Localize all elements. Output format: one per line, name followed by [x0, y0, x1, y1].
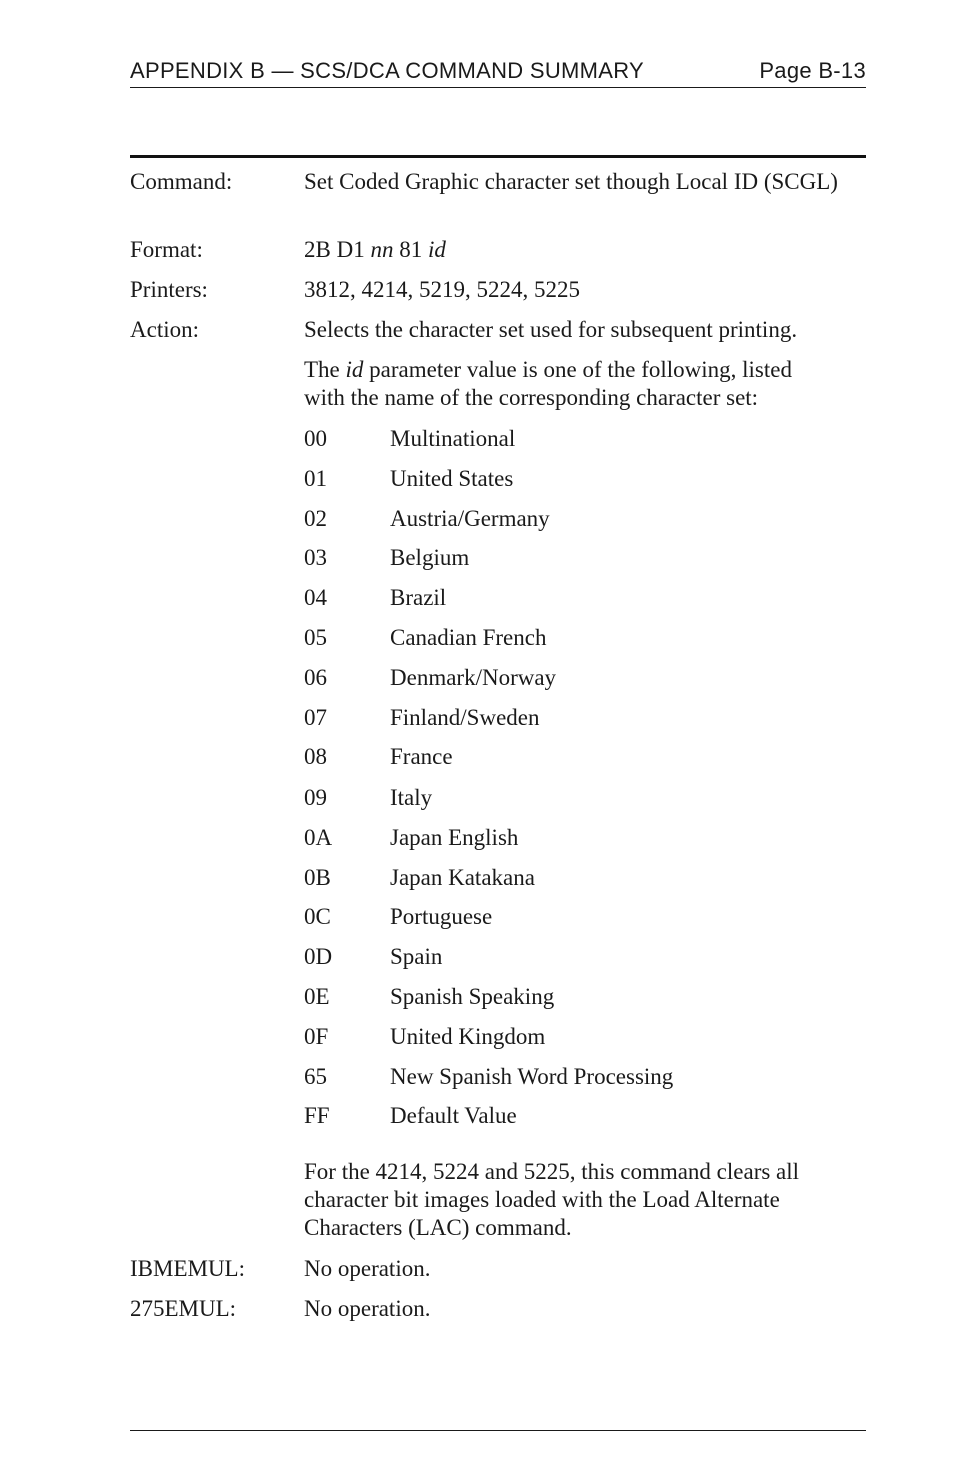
- action-intro-rest: parameter value is one of the following, listed with the name of the corresponding character set:: [304, 357, 792, 410]
- charset-code: 0C: [304, 904, 331, 929]
- action-intro-id: id: [345, 357, 364, 382]
- format-id: id: [427, 237, 446, 262]
- command-value: Set Coded Graphic character set though Local ID (SCGL): [304, 169, 838, 194]
- charset-name: Austria/Germany: [390, 506, 550, 531]
- charset-name: Spain: [390, 944, 443, 969]
- format-label: Format:: [130, 237, 203, 262]
- header-title: APPENDIX B — SCS/DCA COMMAND SUMMARY: [130, 58, 645, 83]
- printers-value: 3812, 4214, 5219, 5224, 5225: [304, 277, 580, 302]
- ibmemul-value: No operation.: [304, 1256, 431, 1281]
- footer-rule: [130, 1430, 866, 1431]
- charset-name: France: [390, 744, 453, 769]
- action-line1: Selects the character set used for subsequent printing.: [304, 317, 798, 342]
- charset-name: Default Value: [390, 1103, 517, 1128]
- action-note: For the 4214, 5224 and 5225, this command clears all character bit images loaded with the Load Alternate Characters (LAC) command.: [304, 1159, 800, 1240]
- format-middle: 81: [393, 237, 428, 262]
- format-nn: nn: [370, 237, 394, 262]
- charset-code: 0B: [304, 865, 331, 890]
- command-label: Command:: [130, 169, 233, 194]
- charset-name: Belgium: [390, 545, 470, 570]
- charset-name: Spanish Speaking: [390, 984, 555, 1009]
- charset-name: Denmark/Norway: [390, 665, 557, 690]
- ibmemul-label: IBMEMUL:: [130, 1256, 245, 1281]
- charset-name: United States: [390, 466, 514, 491]
- charset-name: Brazil: [390, 585, 447, 610]
- charset-name: Italy: [390, 785, 433, 810]
- charset-name: Japan English: [390, 825, 519, 850]
- charset-code: 04: [304, 585, 327, 610]
- format-value: [304, 236, 844, 264]
- charset-code: 03: [304, 545, 327, 570]
- format-prefix: 2B D1: [304, 237, 371, 262]
- page-header: [130, 58, 866, 88]
- emul275-label: 275EMUL:: [130, 1296, 237, 1321]
- section-top-rule: [130, 155, 866, 158]
- charset-name: Canadian French: [390, 625, 547, 650]
- charset-code: 06: [304, 665, 327, 690]
- charset-code: 0F: [304, 1024, 329, 1049]
- charset-code: 0A: [304, 825, 333, 850]
- header-rule: [130, 87, 866, 88]
- action-intro: [304, 356, 834, 412]
- charset-code: 07: [304, 705, 327, 730]
- charset-code: 05: [304, 625, 327, 650]
- charset-name: Multinational: [390, 426, 516, 451]
- action-label: Action:: [130, 317, 199, 342]
- charset-code: 65: [304, 1064, 327, 1089]
- charset-name: New Spanish Word Processing: [390, 1064, 674, 1089]
- charset-name: United Kingdom: [390, 1024, 546, 1049]
- charset-name: Portuguese: [390, 904, 493, 929]
- charset-code: 02: [304, 506, 327, 531]
- printers-label: Printers:: [130, 277, 208, 302]
- charset-code: 0E: [304, 984, 330, 1009]
- emul275-value: No operation.: [304, 1296, 431, 1321]
- charset-code: 0D: [304, 944, 333, 969]
- charset-code: 00: [304, 426, 327, 451]
- action-intro-the: The: [304, 357, 346, 382]
- charset-code: 09: [304, 785, 327, 810]
- charset-code: 01: [304, 466, 327, 491]
- charset-name: Finland/Sweden: [390, 705, 540, 730]
- charset-code: FF: [304, 1103, 330, 1128]
- charset-name: Japan Katakana: [390, 865, 535, 890]
- charset-code: 08: [304, 744, 327, 769]
- page-number: Page B-13: [759, 58, 866, 83]
